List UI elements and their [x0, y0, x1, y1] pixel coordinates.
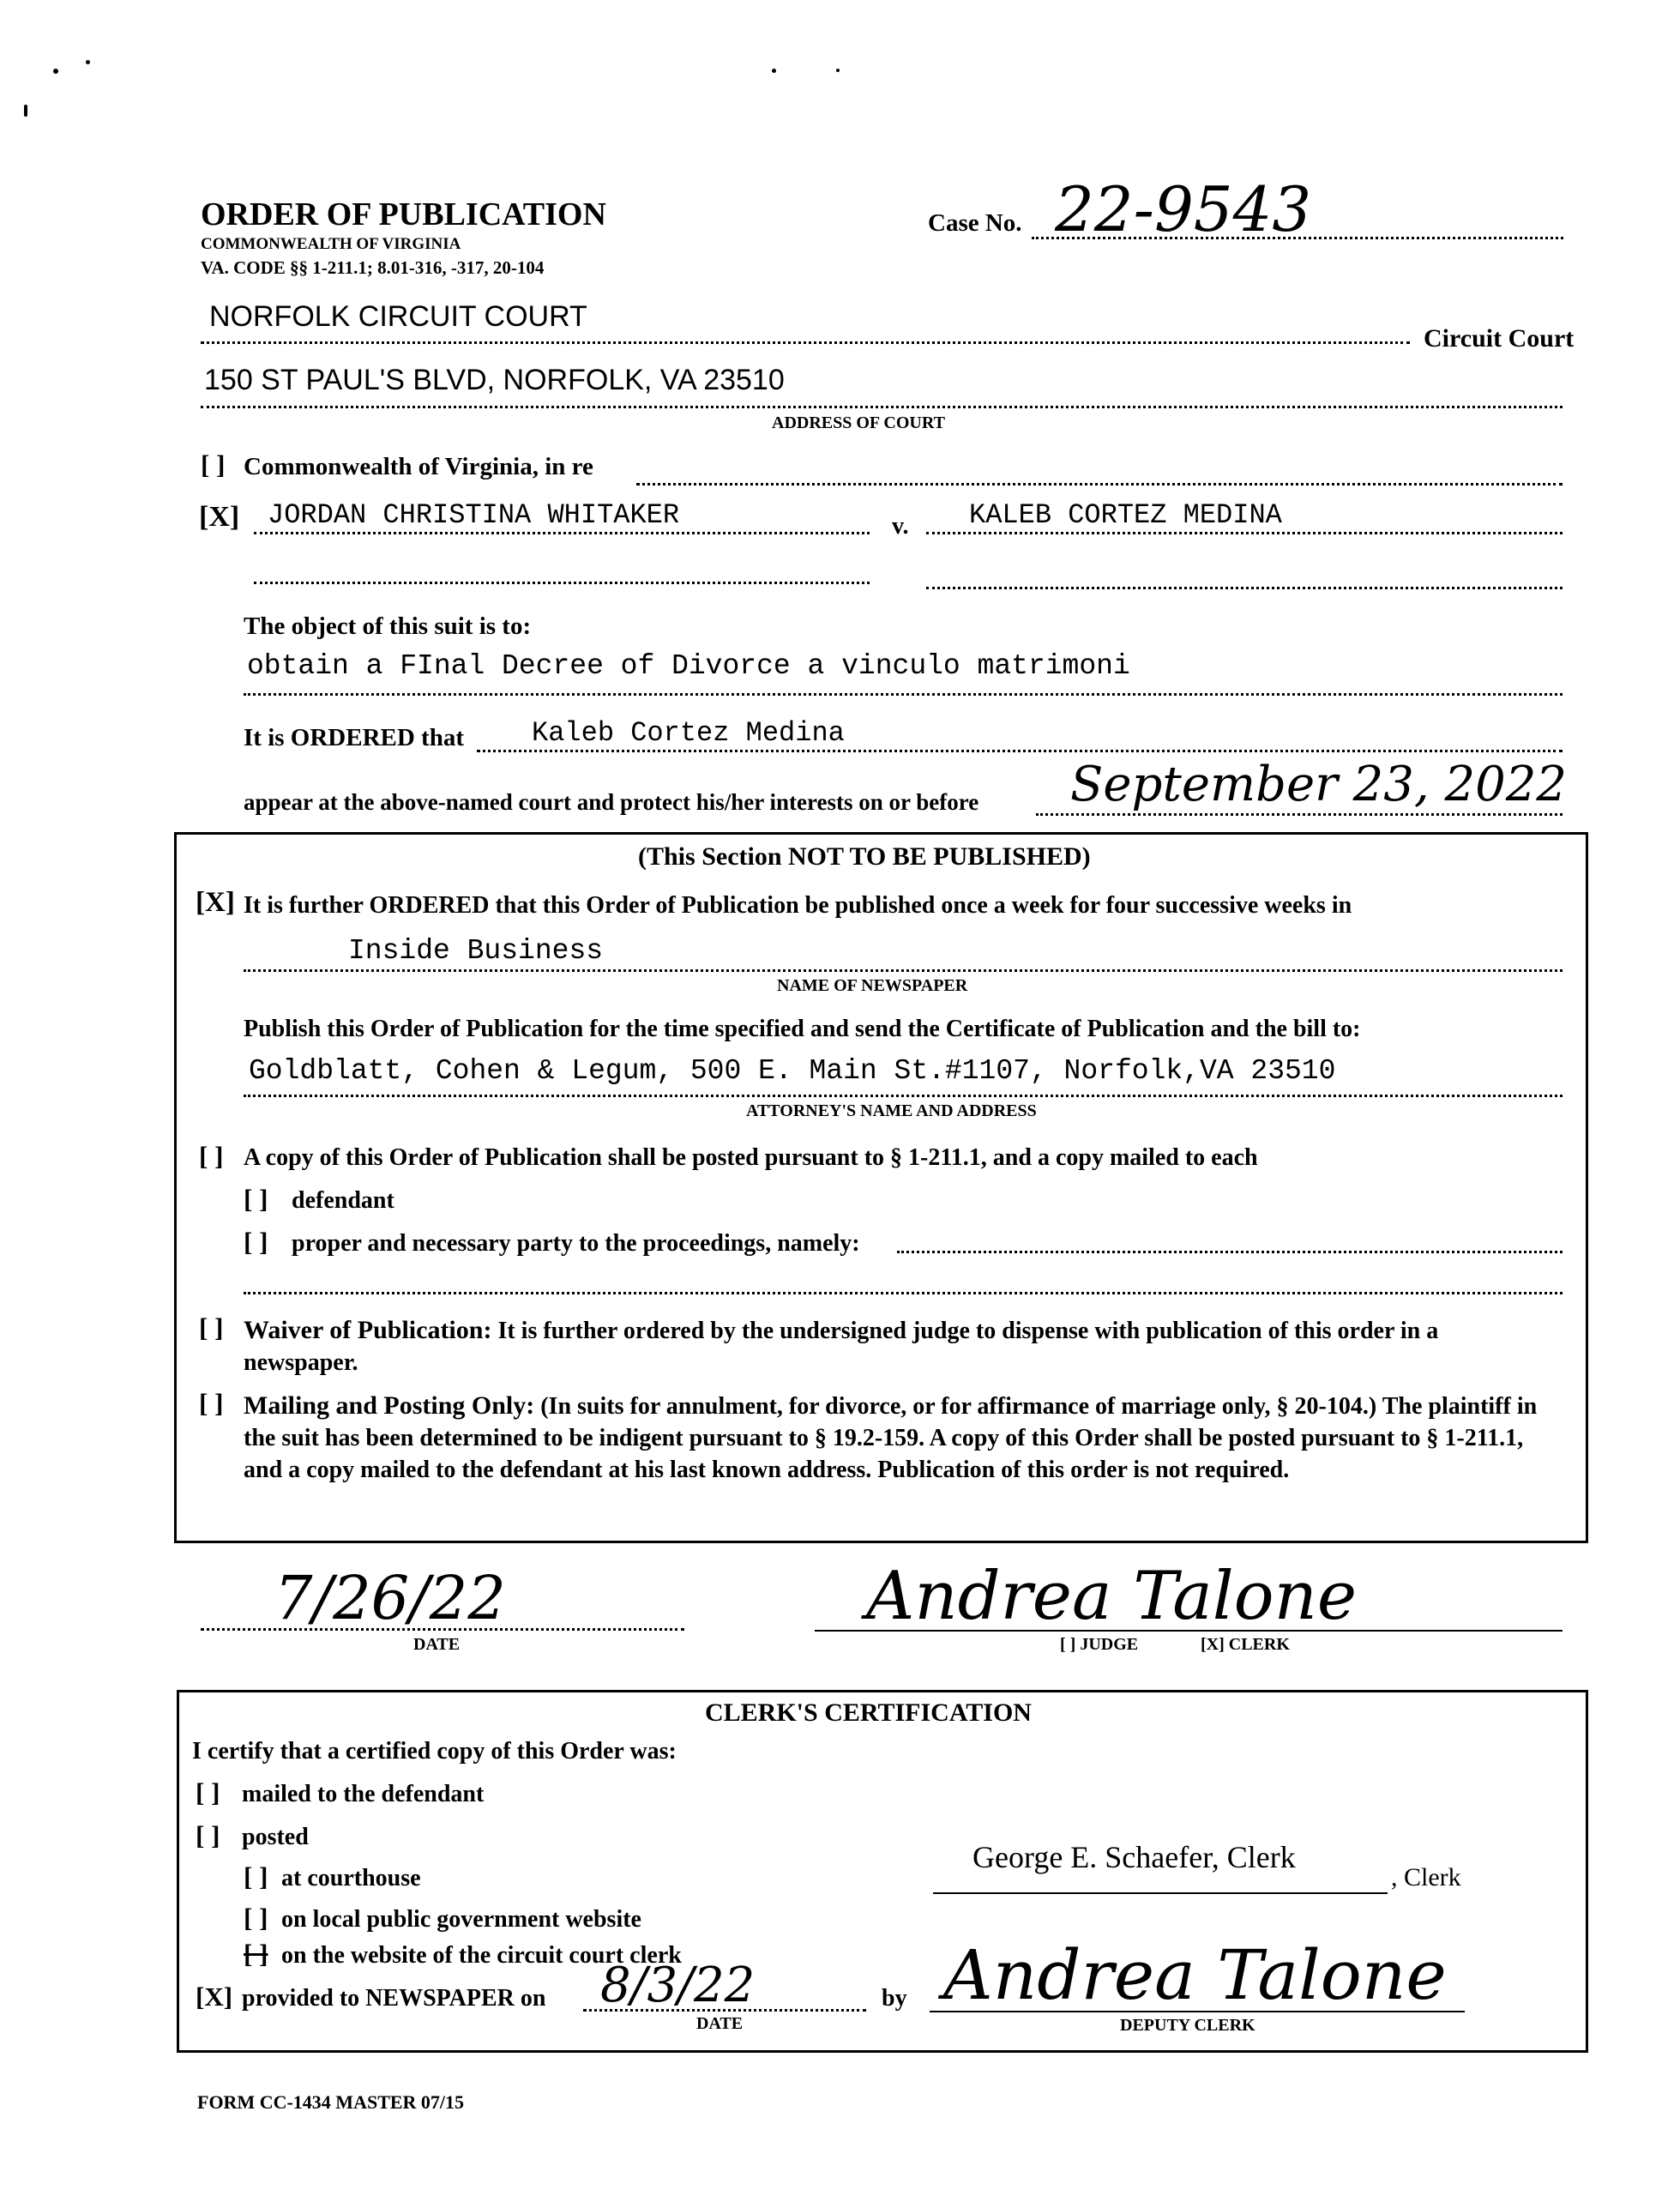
object-text: obtain a FInal Decree of Divorce a vinculo matrimoni — [247, 650, 1130, 682]
clerk-name-line — [933, 1892, 1388, 1894]
scan-speck — [772, 69, 776, 73]
versus-checkbox[interactable]: [X] — [199, 501, 240, 533]
court-name-line — [201, 341, 1410, 344]
ordered-line — [477, 750, 1563, 752]
posted-mailed-text: A copy of this Order of Publication shall be posted pursuant to § 1-211.1, and a copy mailed to each — [244, 1144, 1258, 1171]
waiver-checkbox[interactable]: [ ] — [199, 1312, 224, 1342]
ordered-name: Kaleb Cortez Medina — [532, 717, 845, 749]
defendant-checkbox[interactable]: [ ] — [244, 1184, 268, 1214]
form-id: FORM CC-1434 MASTER 07/15 — [197, 2091, 465, 2113]
clerk-website-checkbox[interactable]: [ ] — [244, 1939, 268, 1969]
clerk-website-option: on the website of the circuit court clerk — [281, 1942, 682, 1969]
newspaper-label: NAME OF NEWSPAPER — [777, 976, 968, 995]
scan-speck — [53, 69, 58, 74]
court-address-line — [201, 406, 1563, 408]
case-number-label: Case No. — [928, 209, 1022, 237]
necessary-party-line — [897, 1251, 1563, 1253]
newspaper-checkbox[interactable]: [X] — [196, 1982, 233, 2012]
address-of-court-label: ADDRESS OF COURT — [772, 413, 945, 432]
further-ordered-checkbox[interactable]: [X] — [196, 887, 235, 918]
mailed-checkbox[interactable]: [ ] — [196, 1777, 220, 1807]
object-line — [244, 693, 1563, 696]
signature-line — [815, 1630, 1563, 1632]
defendant-name: KALEB CORTEZ MEDINA — [969, 499, 1282, 531]
necessary-party-line-2 — [244, 1292, 1563, 1294]
document-title: ORDER OF PUBLICATION — [201, 196, 606, 232]
court-suffix: Circuit Court — [1424, 324, 1575, 353]
mailing-posting-title: Mailing and Posting Only: — [244, 1391, 535, 1420]
further-ordered-text: It is further ORDERED that this Order of Publication be published once a week for four successive weeks in — [244, 892, 1352, 919]
attorney-label: ATTORNEY'S NAME AND ADDRESS — [746, 1101, 1037, 1120]
defendant-line — [926, 532, 1563, 534]
commonwealth-label: COMMONWEALTH OF VIRGINIA — [201, 235, 461, 253]
defendant-option: defendant — [292, 1187, 394, 1214]
object-label: The object of this suit is to: — [244, 612, 532, 640]
deputy-signature: Andrea Talone — [943, 1935, 1447, 2015]
newspaper-line — [244, 969, 1563, 972]
courthouse-option: at courthouse — [281, 1865, 421, 1891]
appear-date-line — [1036, 813, 1563, 816]
by-label: by — [882, 1985, 907, 2012]
judge-option: [ ] JUDGE — [1060, 1635, 1139, 1654]
waiver-title: Waiver of Publication: — [244, 1316, 492, 1344]
mailing-posting-text: (In suits for annulment, for divorce, or for affirmance of marriage only, § 20-104.) The plaintiff in the suit has been determined to be indigent pursuant to § 19.2-159. A copy of this Order shall be posted pursuant to § 1-211.1, and a copy mailed to the defendant at his last known address. Publication of this order is not required. — [244, 1393, 1538, 1483]
newspaper-provided-option: provided to NEWSPAPER on — [242, 1985, 546, 2012]
posted-mailed-checkbox[interactable]: [ ] — [199, 1141, 224, 1171]
mailing-posting-checkbox[interactable]: [ ] — [199, 1388, 224, 1418]
deputy-signature-line — [930, 2011, 1465, 2012]
order-date-label: DATE — [413, 1635, 461, 1654]
judge-clerk-signature: Andrea Talone — [866, 1558, 1358, 1635]
newspaper-provided-date: 8/3/22 — [600, 1958, 756, 2013]
deputy-clerk-label: DEPUTY CLERK — [1120, 2016, 1255, 2035]
clerk-suffix: , Clerk — [1391, 1863, 1461, 1891]
clerk-option: [X] CLERK — [1201, 1635, 1290, 1654]
necessary-party-option: proper and necessary party to the proceedings, namely: — [292, 1230, 860, 1257]
gov-website-checkbox[interactable]: [ ] — [244, 1903, 268, 1933]
scan-speck — [86, 60, 90, 64]
order-date: 7/26/22 — [274, 1563, 506, 1633]
appear-date: September 23, 2022 — [1070, 757, 1568, 812]
attorney-line — [244, 1095, 1563, 1097]
certification-heading: CLERK'S CERTIFICATION — [705, 1698, 1032, 1727]
unpublished-heading: (This Section NOT TO BE PUBLISHED) — [638, 842, 1091, 871]
scan-speck — [836, 69, 840, 72]
party-line-left-2 — [254, 582, 870, 584]
ordered-label: It is ORDERED that — [244, 724, 464, 751]
posted-option: posted — [242, 1824, 309, 1850]
newspaper-date-line — [583, 2009, 866, 2012]
newspaper-date-label: DATE — [696, 2014, 744, 2033]
newspaper-name: Inside Business — [348, 935, 604, 967]
commonwealth-in-re: Commonwealth of Virginia, in re — [244, 453, 593, 480]
necessary-party-checkbox[interactable]: [ ] — [244, 1227, 268, 1257]
plaintiff-line — [254, 532, 870, 534]
case-number: 22-9543 — [1055, 173, 1312, 245]
court-name: NORFOLK CIRCUIT COURT — [209, 300, 587, 333]
mailed-option: mailed to the defendant — [242, 1781, 485, 1807]
commonwealth-checkbox[interactable]: [ ] — [201, 449, 226, 480]
in-re-line — [636, 483, 1563, 486]
versus-label: v. — [892, 513, 909, 540]
waiver-paragraph — [244, 1314, 1547, 1379]
scan-speck — [24, 105, 27, 117]
waiver-text: It is further ordered by the undersigned judge to dispense with publication of this order in a newspaper. — [244, 1318, 1439, 1376]
posted-checkbox[interactable]: [ ] — [196, 1820, 220, 1850]
certification-intro: I certify that a certified copy of this Order was: — [192, 1738, 677, 1765]
order-date-line — [201, 1628, 684, 1631]
party-line-right-2 — [926, 587, 1563, 589]
plaintiff-name: JORDAN CHRISTINA WHITAKER — [268, 499, 680, 531]
appear-text: appear at the above-named court and protect his/her interests on or before — [244, 789, 979, 815]
gov-website-option: on local public government website — [281, 1906, 641, 1933]
courthouse-checkbox[interactable]: [ ] — [244, 1861, 268, 1891]
mailing-posting-paragraph — [244, 1390, 1547, 1486]
attorney-name-address: Goldblatt, Cohen & Legum, 500 E. Main St.#1107, Norfolk,VA 23510 — [249, 1055, 1336, 1087]
clerk-name: George E. Schaefer, Clerk — [972, 1840, 1296, 1874]
publish-instructions: Publish this Order of Publication for the time specified and send the Certificate of Publication and the bill to: — [244, 1016, 1361, 1042]
court-address: 150 ST PAUL'S BLVD, NORFOLK, VA 23510 — [204, 364, 785, 396]
statute-code: VA. CODE §§ 1-211.1; 8.01-316, -317, 20-104 — [201, 257, 545, 278]
